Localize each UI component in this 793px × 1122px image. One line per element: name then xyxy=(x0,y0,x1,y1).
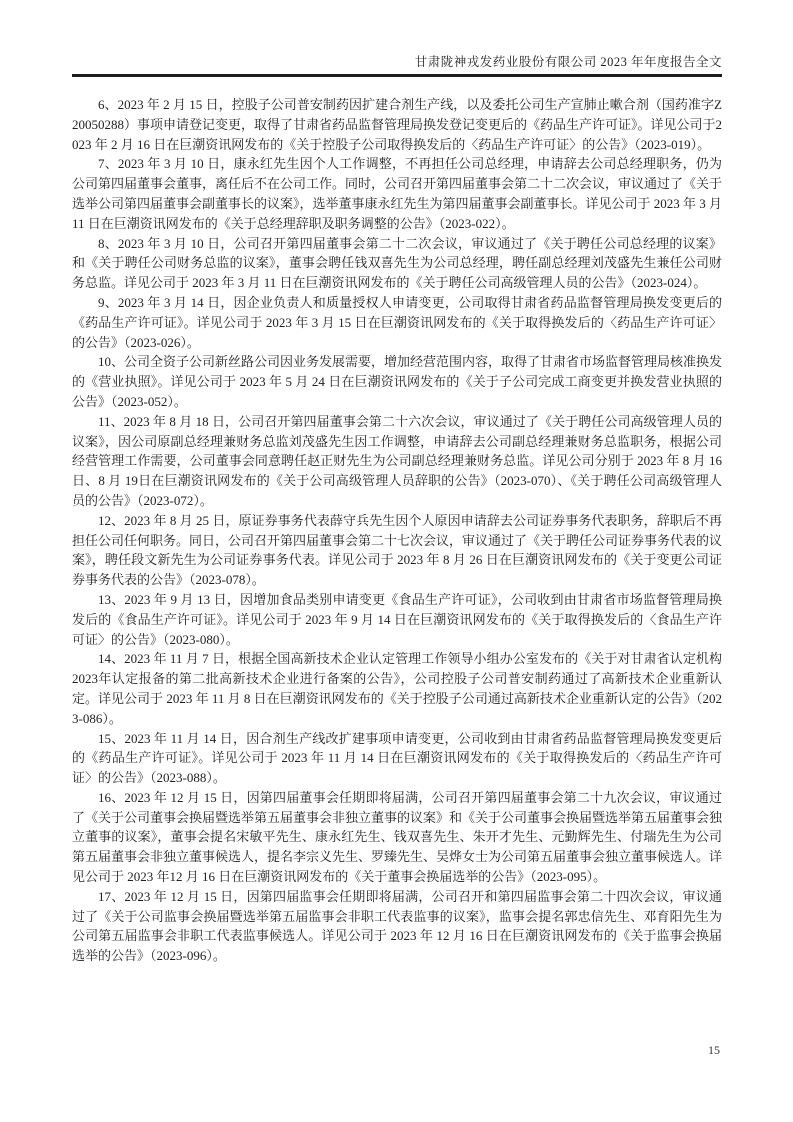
document-body xyxy=(72,95,722,966)
paragraph-item-15: 15、2023 年 11 月 14 日，因合剂生产线改扩建事项申请变更，公司收到由甘肃省药品监督管理局换发变更后的《药品生产许可证》。详见公司于 2023 年 11 月 14 日在巨潮资讯网发布的《关于取得换发后的〈药品生产许可证〉的公告》（2023-088）。 xyxy=(72,730,722,786)
paragraph-item-7: 7、2023 年 3 月 10 日，康永红先生因个人工作调整，不再担任公司总经理，申请辞去公司总经理职务，仍为公司第四届董事会董事，离任后不在公司工作。同时，公司召开第四届董事会第二十二次会议，审议通过了《关于选举公司第四届董事会副董事长的议案》，选举董事康永红先生为第四届董事会副董事长。详见公司于 2023 年 3 月 11 日在巨潮资讯网发布的《关于总经理辞职及职务调整的公告》（2023-022）。 xyxy=(72,156,723,231)
page-header xyxy=(72,54,722,70)
paragraph-item-6: 6、2023 年 2 月 15 日，控股子公司普安制药因扩建合剂生产线，以及委托公司生产宣肺止嗽合剂（国药准字Z20050288）事项申请登记变更，取得了甘肃省药品监督管理局换发登记变更后的《药品生产许可证》。详见公司于2023 年 2 月 16 日在巨潮资讯网发布的《关于控股子公司取得换发后的〈药品生产许可证〉的公告》（2023-019）。 xyxy=(72,97,723,152)
paragraph-item-12: 12、2023 年 8 月 25 日，原证券事务代表薛守兵先生因个人原因申请辞去公司证券事务代表职务，辞职后不再担任公司任何职务。同日，公司召开第四届董事会第二十七次会议，审议通过了《关于聘任公司证券事务代表的议案》，聘任段文新先生为公司证券事务代表。详见公司于 2023 年 8 月 26 日在巨潮资讯网发布的《关于变更公司证券事务代表的公告》（2023-078）。 xyxy=(72,512,723,588)
paragraph-item-11: 11、2023 年 8 月 18 日，公司召开第四届董事会第二十六次会议，审议通过了《关于聘任公司高级管理人员的议案》，因公司原副总经理兼财务总监刘茂盛先生因工作调整，申请辞去公司副总经理兼财务总监职务，根据公司经营管理工作需要，公司董事会同意聘任赵正财先生为公司副总经理兼财务总监。详见公司分别于 2023 年 8 月 16 日、8 月 19日在巨潮资讯网发布的《关于公司高级管理人员辞职的公告》（2023-070）、《关于聘任公司高级管理人员的公告》（2023-072）。 xyxy=(72,413,722,508)
header-divider xyxy=(72,74,722,77)
paragraph-item-8: 8、2023 年 3 月 10 日，公司召开第四届董事会第二十二次会议，审议通过了《关于聘任公司总经理的议案》和《关于聘任公司财务总监的议案》，董事会聘任钱双喜先生为公司总经理，聘任副总经理刘茂盛先生兼任公司财务总监。详见公司于 2023 年 3 月 11 日在巨潮资讯网发布的《关于聘任公司高级管理人员的公告》（2023-024）。 xyxy=(72,235,722,291)
paragraph-item-13: 13、2023 年 9 月 13 日，因增加食品类别申请变更《食品生产许可证》，公司收到由甘肃省市场监督管理局换发后的《食品生产许可证》。详见公司于 2023 年 9 月 14 日在巨潮资讯网发布的《关于取得换发后的〈食品生产许可证〉的公告》（2023-080）。 xyxy=(72,591,722,647)
paragraph-item-10: 10、公司全资子公司新丝路公司因业务发展需要，增加经营范围内容，取得了甘肃省市场监督管理局核准换发的《营业执照》。详见公司于 2023 年 5 月 24 日在巨潮资讯网发布的《关于子公司完成工商变更并换发营业执照的公告》（2023-052）。 xyxy=(72,354,723,409)
paragraph-item-17: 17、2023 年 12 月 15 日，因第四届监事会任期即将届满，公司召开和第四届监事会第二十四次会议，审议通过了《关于公司监事会换届暨选举第五届监事会非职工代表监事的议案》，监事会提名郭忠信先生、邓育阳先生为公司第五届监事会非职工代表监事候选人。详见公司于 2023 年 12 月 16 日在巨潮资讯网发布的《关于监事会换届选举的公告》（2023-096）。 xyxy=(72,888,722,964)
paragraph-item-9: 9、2023 年 3 月 14 日，因企业负责人和质量授权人申请变更，公司取得甘肃省药品监督管理局换发变更后的《药品生产许可证》。详见公司于 2023 年 3 月 15 日在巨潮资讯网发布的《关于取得换发后的〈药品生产许可证〉的公告》（2023-026）。 xyxy=(72,294,722,350)
report-header-title: 甘肃陇神戎发药业股份有限公司 2023 年年度报告全文 xyxy=(414,55,722,69)
paragraph-item-16: 16、2023 年 12 月 15 日，因第四届董事会任期即将届满，公司召开第四届董事会第二十九次会议，审议通过了《关于公司董事会换届暨选举第五届董事会非独立董事的议案》和《关于公司董事会换届暨选举第五届董事会独立董事的议案》，董事会提名宋敏平先生、康永红先生、钱双喜先生、朱开才先生、元勤辉先生、付瑞先生为公司第五届董事会非独立董事候选人，提名李宗义先生、罗臻先生、吴烨女士为公司第五届董事会独立董事候选人。详见公司于 2023 年12 月 16 日在巨潮资讯网发布的《关于董事会换届选举的公告》（2023-095）。 xyxy=(72,789,723,885)
page-number: 15 xyxy=(708,1043,720,1057)
paragraph-item-14: 14、2023 年 11 月 7 日，根据全国高新技术企业认定管理工作领导小组办公室发布的《关于对甘肃省认定机构 2023年认定报备的第二批高新技术企业进行备案的公告》，公司控股子公司普安制药通过了高新技术企业重新认定。详见公司于 2023 年 11 月 8 日在巨潮资讯网发布的《关于控股子公司通过高新技术企业重新认定的公告》（2023-086）。 xyxy=(72,651,722,726)
